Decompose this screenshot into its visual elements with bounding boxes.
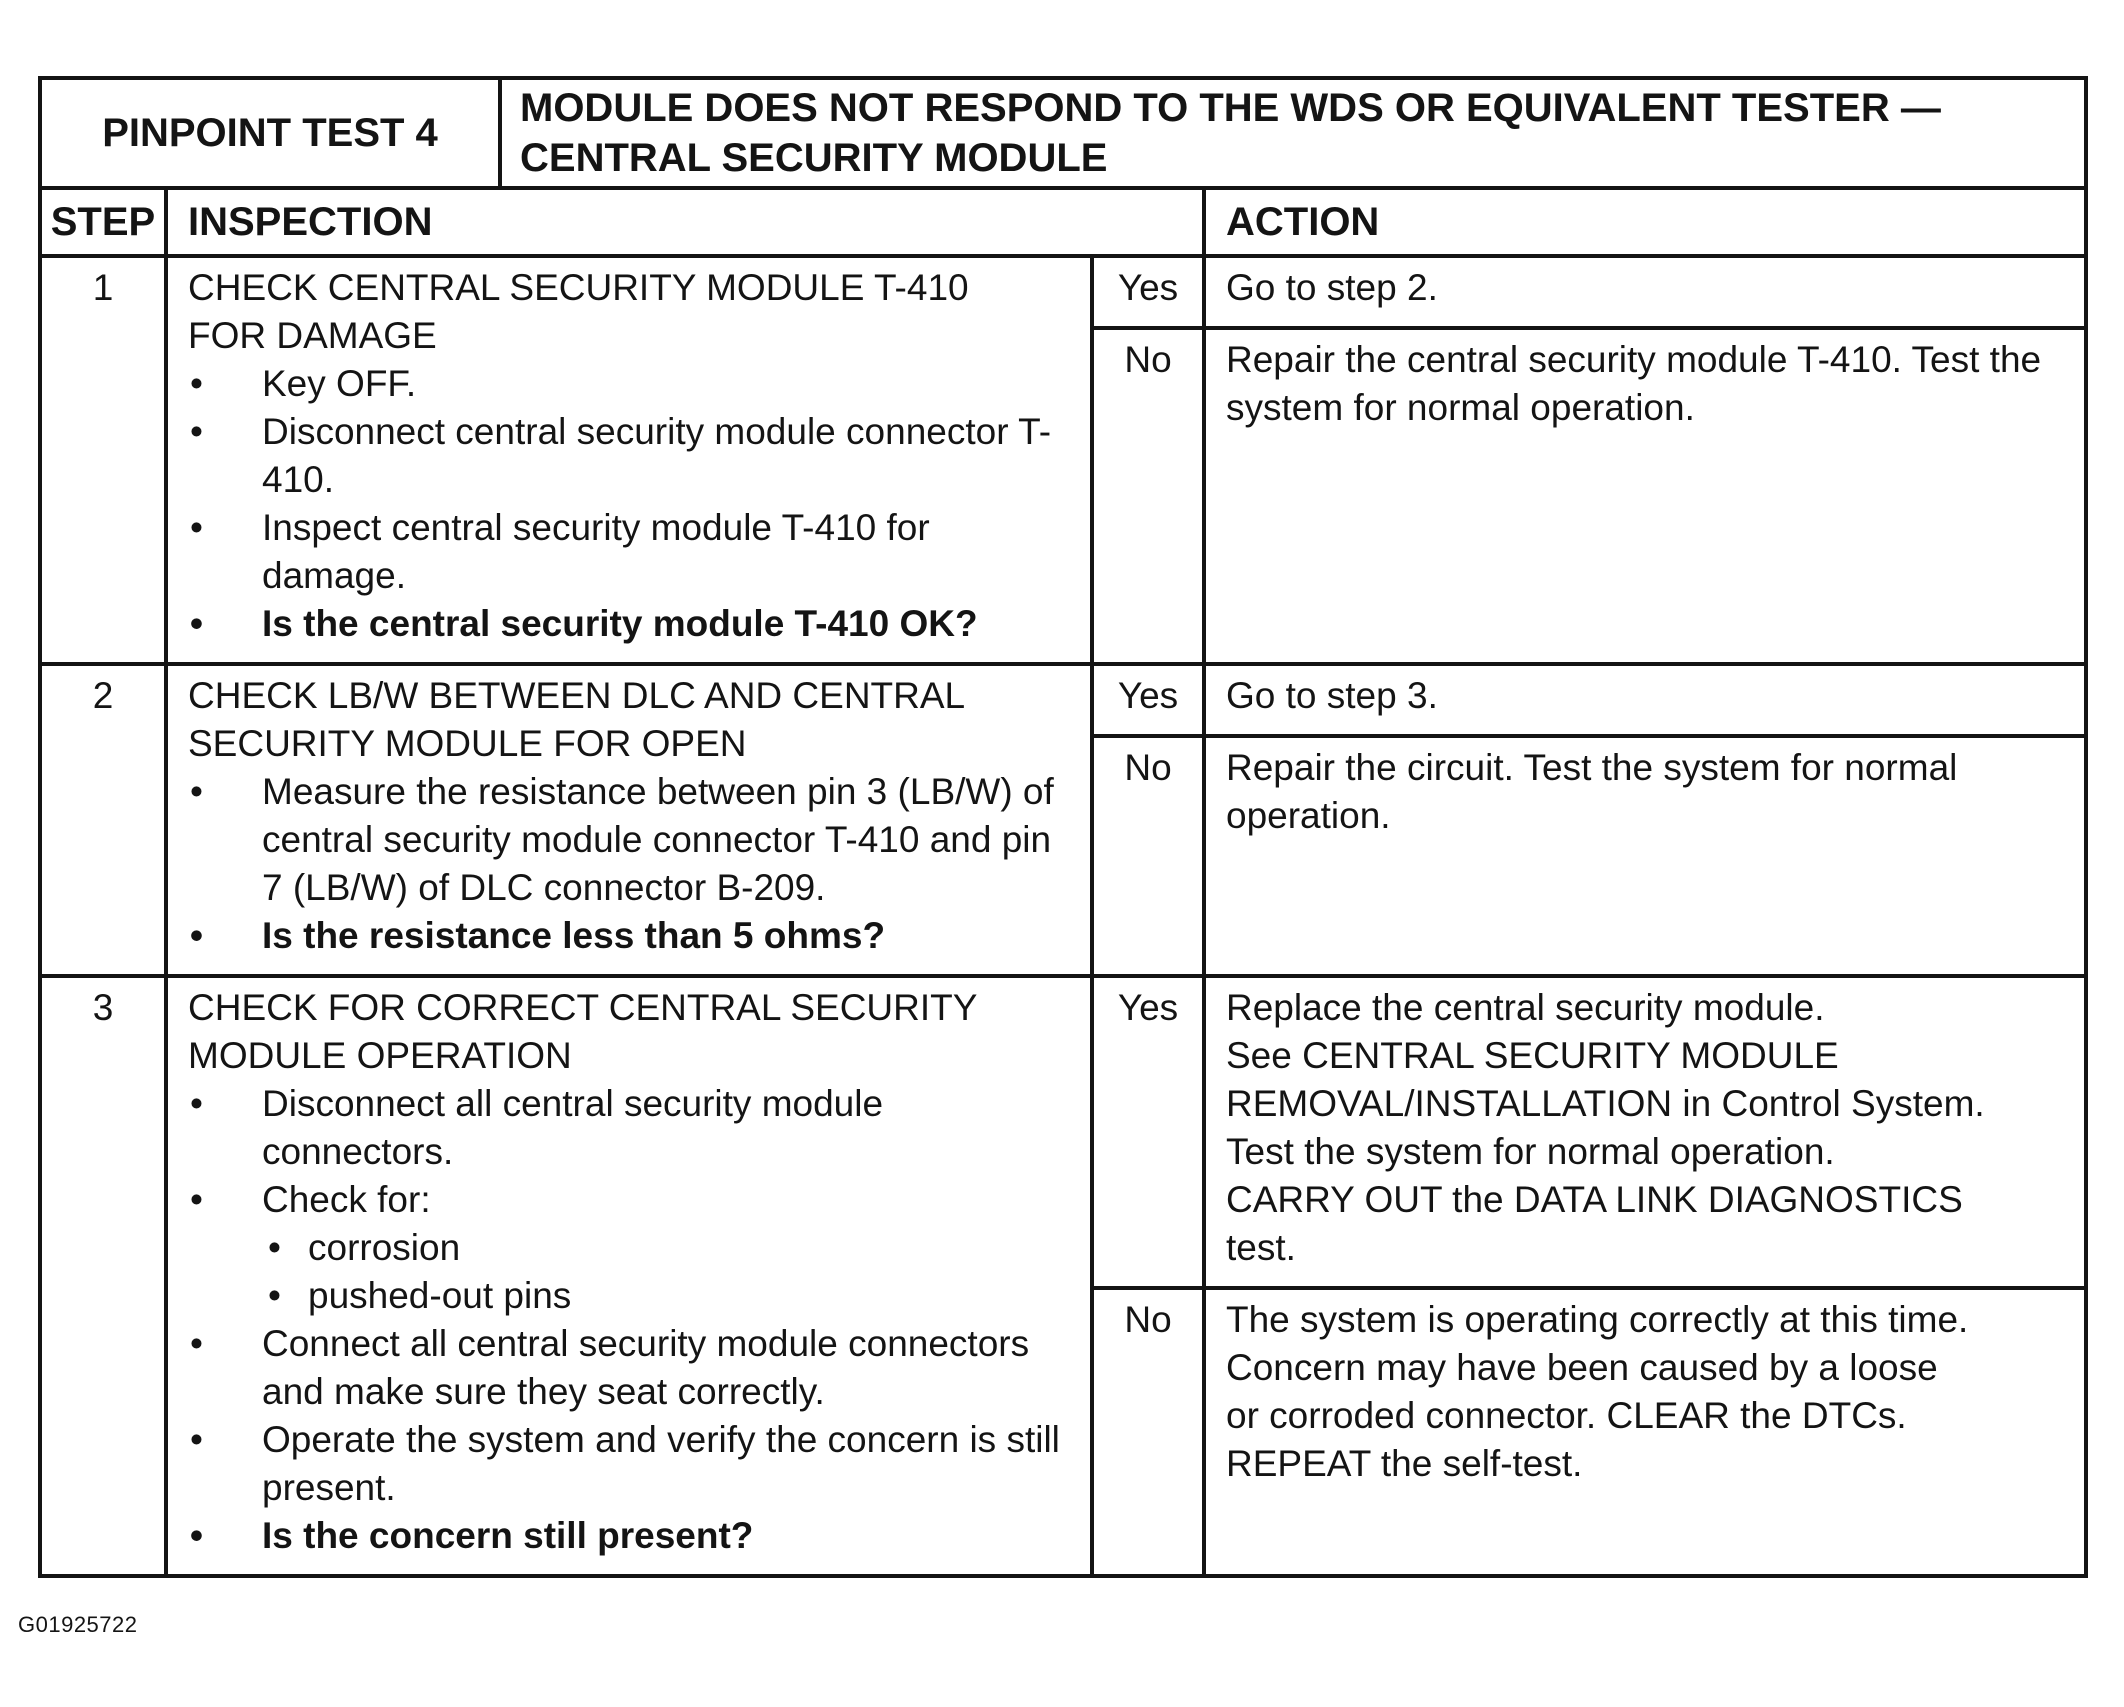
column-header-row (40, 190, 2086, 256)
step-inspection (166, 256, 1092, 664)
title-table (38, 76, 2088, 190)
no-label: No (1092, 328, 1204, 664)
no-action-line: REPEAT the self-test. (1226, 1443, 1583, 1484)
steps-table (38, 190, 2088, 1578)
test-title-line1: MODULE DOES NOT RESPOND TO THE WDS OR EQUIVALENT TESTER — (520, 86, 1941, 130)
step-question: • Is the resistance less than 5 ohms? (188, 912, 1074, 960)
no-action-line: or corroded connector. CLEAR the DTCs. (1226, 1395, 1907, 1436)
no-action-line: Concern may have been caused by a loose (1226, 1347, 1938, 1388)
step-sub-bullet: • corrosion (188, 1224, 1074, 1272)
yes-action: Go to step 3. (1204, 664, 2086, 736)
test-title-line2: CENTRAL SECURITY MODULE (520, 136, 1108, 180)
yes-action-line: Replace the central security module. (1226, 987, 1825, 1028)
column-action: ACTION (1204, 190, 2086, 256)
step-1-yes-row (40, 256, 2086, 328)
step-bullet: • Measure the resistance between pin 3 (LB/W) of central security module connector T-410 and pin 7 (LB/W) of DLC connector B-209. (188, 768, 1074, 912)
test-label: PINPOINT TEST 4 (40, 78, 500, 188)
step-question: • Is the central security module T-410 OK? (188, 600, 1074, 648)
test-title (500, 78, 2086, 188)
step-bullet: • Check for: (188, 1176, 1074, 1224)
step-check-line1: CHECK LB/W BETWEEN DLC AND CENTRAL (188, 675, 966, 716)
no-action (1204, 1288, 2086, 1576)
step-check-line2: MODULE OPERATION (188, 1035, 572, 1076)
step-check-line1: CHECK FOR CORRECT CENTRAL SECURITY (188, 987, 978, 1028)
column-step: STEP (40, 190, 166, 256)
yes-label: Yes (1092, 664, 1204, 736)
yes-action: Go to step 2. (1204, 256, 2086, 328)
step-bullet: • Connect all central security module connectors and make sure they seat correctly. (188, 1320, 1074, 1416)
column-inspection: INSPECTION (166, 190, 1204, 256)
figure-code: G01925722 (18, 1612, 138, 1637)
step-check-line2: SECURITY MODULE FOR OPEN (188, 723, 747, 764)
step-inspection (166, 664, 1092, 976)
no-action: Repair the circuit. Test the system for normal operation. (1204, 736, 2086, 976)
step-bullet: • Disconnect central security module connector T-410. (188, 408, 1074, 504)
step-bullet: • Disconnect all central security module connectors. (188, 1080, 1074, 1176)
no-label: No (1092, 1288, 1204, 1576)
yes-action-line: test. (1226, 1227, 1296, 1268)
step-bullet: • Inspect central security module T-410 for damage. (188, 504, 1074, 600)
no-action-line: The system is operating correctly at this time. (1226, 1299, 1969, 1340)
step-number: 2 (40, 664, 166, 976)
yes-label: Yes (1092, 256, 1204, 328)
yes-action-line: See CENTRAL SECURITY MODULE (1226, 1035, 1839, 1076)
step-check-line2: FOR DAMAGE (188, 315, 437, 356)
step-3-yes-row (40, 976, 2086, 1288)
step-check-line1: CHECK CENTRAL SECURITY MODULE T-410 (188, 267, 969, 308)
no-label: No (1092, 736, 1204, 976)
yes-action-line: Test the system for normal operation. (1226, 1131, 1835, 1172)
no-action: Repair the central security module T-410. Test the system for normal operation. (1204, 328, 2086, 664)
step-number: 3 (40, 976, 166, 1576)
step-bullet: • Key OFF. (188, 360, 1074, 408)
yes-action (1204, 976, 2086, 1288)
yes-action-line: CARRY OUT the DATA LINK DIAGNOSTICS (1226, 1179, 1963, 1220)
step-number: 1 (40, 256, 166, 664)
step-bullet: • Operate the system and verify the concern is still present. (188, 1416, 1074, 1512)
pinpoint-test-sheet (38, 76, 2088, 1578)
step-2-yes-row (40, 664, 2086, 736)
yes-label: Yes (1092, 976, 1204, 1288)
yes-action-line: REMOVAL/INSTALLATION in Control System. (1226, 1083, 1985, 1124)
step-question: • Is the concern still present? (188, 1512, 1074, 1560)
step-sub-bullet: • pushed-out pins (188, 1272, 1074, 1320)
step-inspection (166, 976, 1092, 1576)
